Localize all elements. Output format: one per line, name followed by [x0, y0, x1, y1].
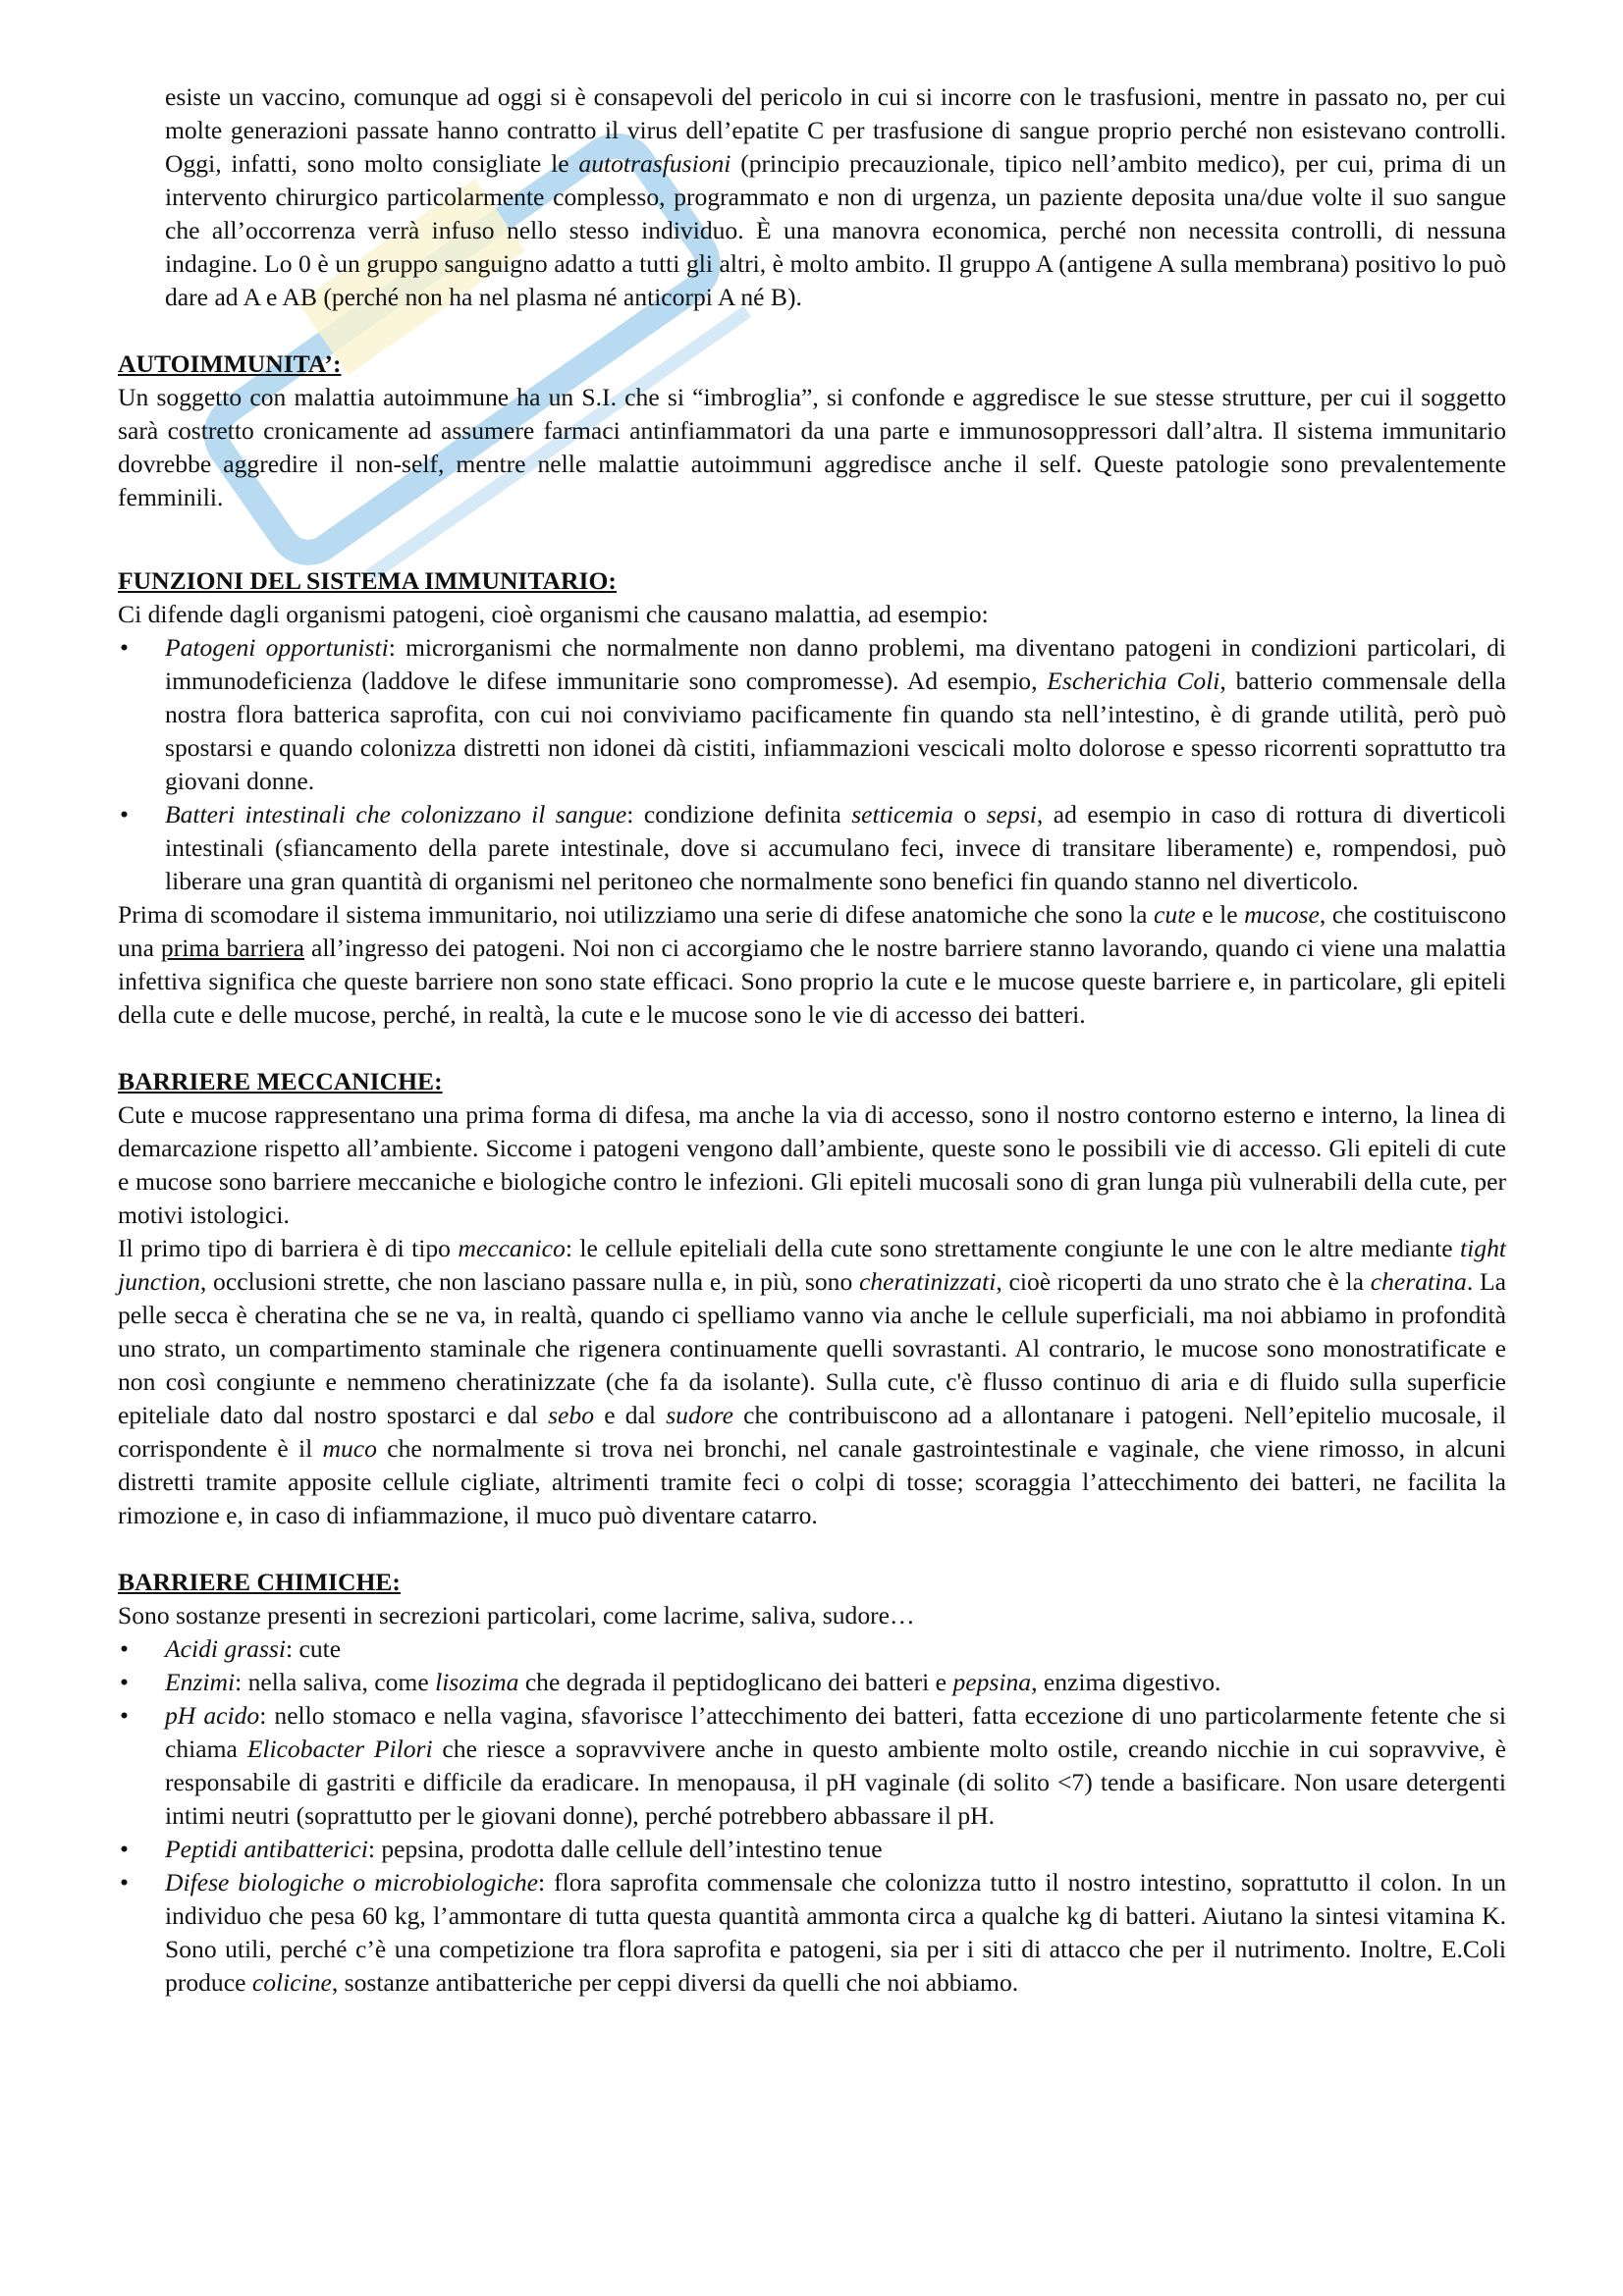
- italic-text: Peptidi antibatterici: [165, 1835, 368, 1863]
- list-item: [118, 1666, 1506, 1699]
- italic-text: sebo: [548, 1401, 594, 1429]
- italic-text: setticemia: [851, 800, 953, 828]
- text-run: Un soggetto con malattia autoimmune ha un S.I. che si “imbroglia”, si confonde e aggredisce le sue stesse strutture, per cui il soggetto sarà costretto cronicamente ad assumere farmaci antinfiammatori da una parte e immunosoppressori dall’altra. Il sistema immunitario dovrebbe aggredire il non-self, mentre nelle malattie autoimmuni aggredisce anche il self. Queste patologie sono prevalentemente femminili.: [118, 383, 1506, 511]
- bullet-icon: •: [120, 1701, 129, 1730]
- text-run: che normalmente si trova nei bronchi, nel canale gastrointestinale e vaginale, che viene rimosso, in alcuni distretti tramite apposite cellule cigliate, altrimenti tramite feci o colpi di tosse; scoraggia l’attecchimento dei batteri, ne facilita la rimozione e, in caso di infiammazione, il muco può diventare catarro.: [118, 1434, 1506, 1529]
- italic-text: autotrasfusioni: [578, 149, 731, 178]
- text-run: . La pelle secca è cheratina che se ne va, in realtà, quando ci spelliamo vanno via anche le cellule superficiali, ma noi abbiamo in profondità uno strato, un compartimento staminale che rigenera continuamente quelli sovrastanti. Al contrario, le mucose sono monostratificate e non così congiunte e nemmeno cheratinizzate (che fa da isolante). Sulla cute, c'è flusso continuo di aria e di fluido sulla superficie epiteliale dato dal nostro spostarci e dal: [118, 1267, 1507, 1429]
- text-run: , ad esempio in caso di rottura di diverticoli intestinali (sfiancamento della parete intestinale, dove si accumulano feci, invece di transitare liberamente) e, rompendosi, può liberare una gran quantità di organismi nel peritoneo che normalmente sono benefici fin quando stanno nel diverticolo.: [165, 800, 1506, 895]
- italic-text: muco: [322, 1434, 377, 1463]
- list-item: [118, 1833, 1506, 1866]
- text-run: : flora saprofita commensale che colonizza tutto il nostro intestino, soprattutto il colon. In un individuo che pesa 60 kg, l’ammontare di tutta questa quantità ammonta circa a qualche kg di batteri. Aiutano la sintesi vitamina K. Sono utili, perché c’è una competizione tra flora saprofita e patogeni, sia per i siti di attacco che per il nutrimento. Inoltre, E.Coli produce: [165, 1868, 1506, 1997]
- italic-text: cheratina: [1370, 1267, 1467, 1296]
- paragraph: [118, 1098, 1506, 1232]
- text-run: , occlusioni strette, che non lasciano passare nulla e, in più, sono: [199, 1267, 860, 1296]
- text-run: o: [952, 800, 987, 828]
- text-run: Prima di scomodare il sistema immunitario, noi utilizziamo una serie di difese anatomiche che sono la: [118, 900, 1155, 929]
- text-run: che degrada il peptidoglicano dei batteri e: [518, 1668, 953, 1696]
- italic-text: cheratinizzati: [859, 1267, 997, 1296]
- text-run: e le: [1195, 900, 1245, 929]
- text-run: Sono sostanze presenti in secrezioni particolari, come lacrime, saliva, sudore…: [118, 1601, 915, 1629]
- text-run: , enzima digestivo.: [1031, 1668, 1221, 1696]
- text-run: e dal: [594, 1401, 667, 1429]
- italic-text: pH acido: [165, 1701, 260, 1730]
- section-heading: FUNZIONI DEL SISTEMA IMMUNITARIO:: [118, 566, 617, 595]
- paragraph: [118, 80, 1506, 314]
- section-heading: BARRIERE MECCANICHE:: [118, 1067, 443, 1095]
- paragraph: [118, 898, 1506, 1032]
- italic-text: Elicobacter Pilori: [246, 1735, 433, 1763]
- bullet-icon: •: [120, 1668, 129, 1696]
- text-run: all’ingresso dei patogeni. Noi non ci accorgiamo che le nostre barriere stanno lavorando, quando ci viene una malattia infettiva significa che queste barriere non sono state efficaci. Sono proprio la cute e le mucose queste barriere e, in particolare, gli epiteli della cute e delle mucose, perché, in realtà, la cute e le mucose sono le vie di accesso dei batteri.: [118, 934, 1507, 1029]
- bullet-icon: •: [120, 1868, 129, 1896]
- list-item: [118, 798, 1506, 898]
- text-run: che contribuiscono ad a allontanare i patogeni. Nell’epitelio mucosale, il corrispondente è il: [118, 1401, 1506, 1463]
- text-run: : cute: [286, 1634, 342, 1663]
- italic-text: sudore: [666, 1401, 733, 1429]
- text-run: : condizione definita: [626, 800, 852, 828]
- bullet-icon: •: [120, 1835, 129, 1863]
- paragraph: [118, 598, 1506, 631]
- text-run: , che costituiscono una: [118, 900, 1507, 962]
- paragraph: [118, 1232, 1506, 1532]
- list-item: [118, 1699, 1506, 1833]
- italic-text: pepsina: [952, 1668, 1032, 1696]
- text-run: Ci difende dagli organismi patogeni, cioè organismi che causano malattia, ad esempio:: [118, 600, 989, 628]
- text-run: Il primo tipo di barriera è di tipo: [118, 1234, 459, 1262]
- italic-text: Difese biologiche o microbiologiche: [165, 1868, 539, 1896]
- italic-text: meccanico: [458, 1234, 566, 1262]
- bullet-list: [118, 1632, 1506, 2000]
- bullet-icon: •: [120, 1634, 129, 1663]
- bullet-icon: •: [120, 800, 129, 828]
- text-run: : le cellule epiteliali della cute sono strettamente congiunte le une con le altre mediante: [565, 1234, 1461, 1262]
- italic-text: lisozima: [435, 1668, 519, 1696]
- italic-text: colicine: [251, 1968, 332, 1997]
- list-item: [118, 631, 1506, 798]
- italic-text: sepsi: [986, 800, 1037, 828]
- italic-text: tight junction: [118, 1234, 1506, 1296]
- text-run: , cioè ricoperti da uno strato che è la: [996, 1267, 1371, 1296]
- text-run: Cute e mucose rappresentano una prima forma di difesa, ma anche la via di accesso, sono il nostro contorno esterno e interno, la linea di demarcazione rispetto all’ambiente. Siccome i patogeni vengono dall’ambiente, queste sono le possibili vie di accesso. Gli epiteli di cute e mucose sono barriere meccaniche e biologiche contro le infezioni. Gli epiteli mucosali sono di gran lunga più vulnerabili della cute, per motivi istologici.: [118, 1100, 1506, 1229]
- italic-text: Patogeni opportunisti: [165, 633, 389, 662]
- text-run: : pepsina, prodotta dalle cellule dell’intestino tenue: [367, 1835, 883, 1863]
- section-heading: BARRIERE CHIMICHE:: [118, 1568, 401, 1596]
- paragraph: [118, 381, 1506, 514]
- italic-text: Enzimi: [165, 1668, 236, 1696]
- italic-text: Batteri intestinali che colonizzano il sangue: [165, 800, 627, 828]
- italic-text: mucose: [1244, 900, 1320, 929]
- text-run: (principio precauzionale, tipico nell’ambito medico), per cui, prima di un intervento chirurgico particolarmente complesso, programmato e non di urgenza, un paziente deposita una/due volte il suo sangue che all’occorrenza verrà infuso nello stesso individuo. È una manovra economica, perché non necessita controlli, di nessuna indagine. Lo 0 è un gruppo sanguigno adatto a tutti gli altri, è molto ambito. Il gruppo A (antigene A sulla membrana) positivo lo può dare ad A e AB (perché non ha nel plasma né anticorpi A né B).: [165, 149, 1506, 311]
- text-run: esiste un vaccino, comunque ad oggi si è consapevoli del pericolo in cui si incorre con le trasfusioni, mentre in passato no, per cui molte generazioni passate hanno contratto il virus dell’epatite C per trasfusione di sangue proprio perché non esistevano controlli. Oggi, infatti, sono molto consigliate le: [165, 82, 1506, 178]
- document-page: [118, 80, 1506, 2000]
- section-heading: AUTOIMMUNITA’:: [118, 349, 342, 378]
- list-item: [118, 1866, 1506, 2000]
- italic-text: Acidi grassi: [165, 1634, 286, 1663]
- underlined-text: prima barriera: [160, 934, 305, 962]
- text-run: : nella saliva, come: [235, 1668, 436, 1696]
- italic-text: Escherichia Coli: [1047, 667, 1220, 695]
- text-run: : nello stomaco e nella vagina, sfavorisce l’attecchimento dei batteri, fatta eccezione di uno particolarmente fetente che si chiama: [165, 1701, 1506, 1763]
- list-item: [118, 1632, 1506, 1666]
- paragraph: [118, 1599, 1506, 1632]
- text-run: che riesce a sopravvivere anche in questo ambiente molto ostile, creando nicchie in cui sopravvive, è responsabile di gastriti e difficile da eradicare. In menopausa, il pH vaginale (di solito <7) tende a basificare. Non usare detergenti intimi neutri (soprattutto per le giovani donne), perché potrebbero abbassare il pH.: [165, 1735, 1506, 1830]
- text-run: , batterio commensale della nostra flora batterica saprofita, con cui noi conviviamo pacificamente fin quando sta nell’intestino, è di grande utilità, però può spostarsi e quando colonizza distretti non idonei dà cistiti, infiammazioni vescicali molto dolorose e spesso ricorrenti soprattutto tra giovani donne.: [165, 667, 1506, 795]
- italic-text: cute: [1154, 900, 1196, 929]
- bullet-list: [118, 631, 1506, 898]
- bullet-icon: •: [120, 633, 129, 662]
- text-run: , sostanze antibatteriche per ceppi diversi da quelli che noi abbiamo.: [331, 1968, 1019, 1997]
- text-run: : microrganismi che normalmente non danno problemi, ma diventano patogeni in condizioni particolari, di immunodeficienza (laddove le difese immunitarie sono compromesse). Ad esempio,: [165, 633, 1506, 695]
